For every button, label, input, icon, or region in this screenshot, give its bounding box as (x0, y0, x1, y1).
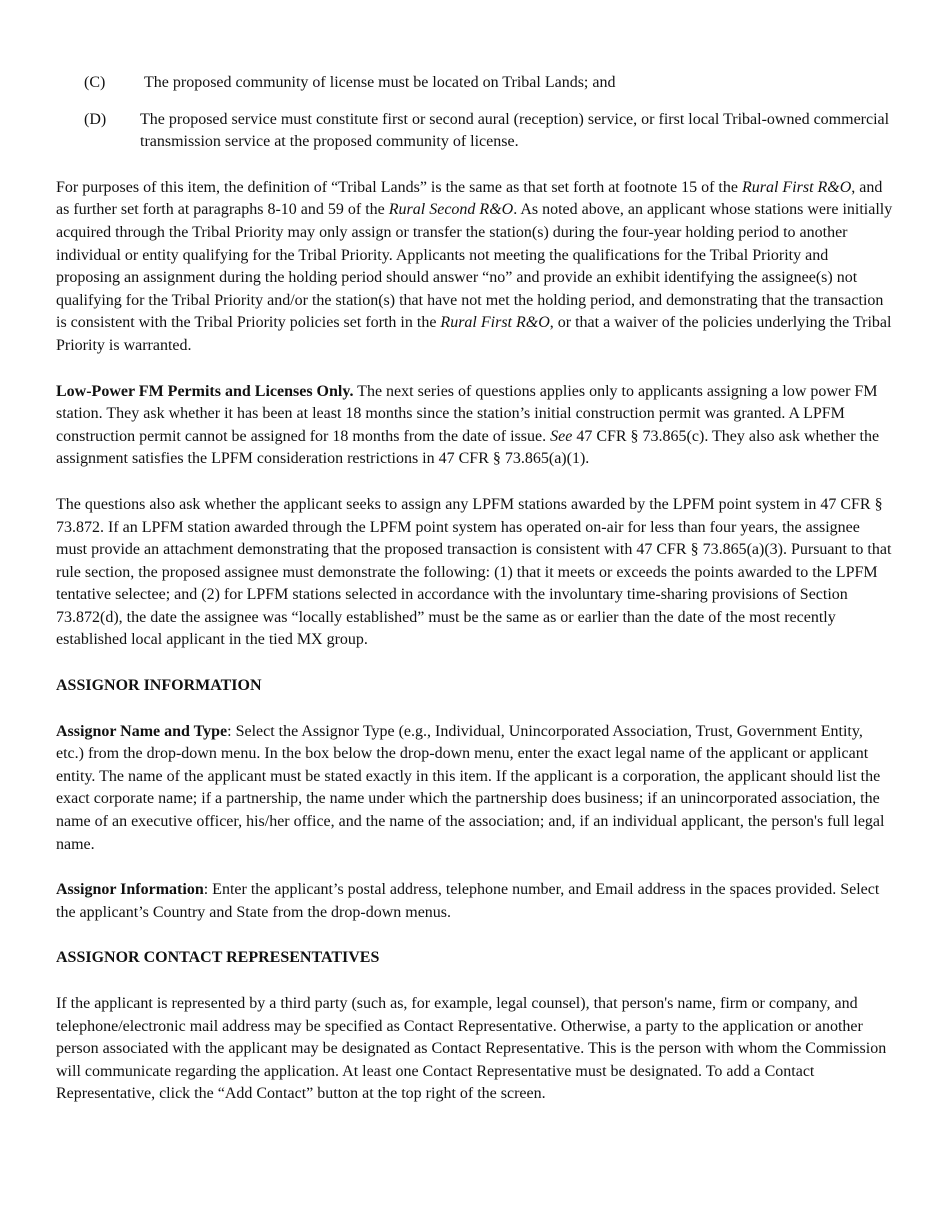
document-page (56, 72, 894, 1129)
list-item-d (56, 109, 894, 154)
list-item-c (56, 72, 894, 95)
assignor-name-paragraph: Assignor Name and Type: Select the Assignor Type (e.g., Individual, Unincorporated Association, Trust, Government Entity, etc.) from the drop-down menu. In the box below the drop-down menu, enter the exact legal name of the applicant or applicant entity. The name of the applicant must be stated exactly in this item. If the applicant is a corporation, the applicant should list the exact corporate name; if a partnership, the name under which the partnership does business; if an unincorporated association, the name of an executive officer, his/her office, and the name of the association; and, if an individual applicant, the person's full legal name. (56, 722, 885, 853)
tribal-lands-paragraph: For purposes of this item, the definition of “Tribal Lands” is the same as that set forth at footnote 15 of the Rural First R&O, and as further set forth at paragraphs 8-10 and 59 of the Rural Second R&O. As noted above, an applicant whose stations were initially acquired through the Tribal Priority may only assign or transfer the station(s) during the four-year holding period to another individual or entity qualifying for the Tribal Priority. Applicants not meeting the qualifications for the Tribal Priority and proposing an assignment during the holding period should answer “no” and provide an exhibit identifying the assignee(s) not qualifying for the Tribal Priority and/or the station(s) that have not met the holding period, and demonstrating that the transaction is consistent with the Tribal Priority policies set forth in the Rural First R&O, or that a waiver of the policies underlying the Tribal Priority is warranted. (56, 178, 893, 354)
list-item-label: (C) (84, 74, 106, 91)
list-item-label: (D) (84, 110, 107, 128)
lpfm-points-paragraph: The questions also ask whether the applicant seeks to assign any LPFM stations awarded by the LPFM point system in 47 CFR § 73.872. If an LPFM station awarded through the LPFM point system has operated on-air for less than four years, the assignee must provide an attachment demonstrating that the proposed transaction is consistent with 47 CFR § 73.865(a)(3). Pursuant to that rule section, the proposed assignee must demonstrate the following: (1) that it meets or exceeds the points awarded to the LPFM tentative selectee; and (2) for LPFM stations selected in accordance with the involuntary time-sharing provisions of Section 73.872(d), the date the assignee was “locally established” must be the same as or earlier than the date of the most recently established local applicant in the tied MX group. (56, 495, 892, 649)
assignor-information-heading: ASSIGNOR INFORMATION (56, 677, 262, 695)
contact-representatives-heading: ASSIGNOR CONTACT REPRESENTATIVES (56, 949, 380, 967)
contact-representatives-paragraph: If the applicant is represented by a third party (such as, for example, legal counsel), that person's name, firm or company, and telephone/electronic mail address may be specified as Contact Representative. Otherwise, a party to the application or another person associated with the applicant may be designated as Contact Representative. This is the person with whom the Commission will communicate regarding the application. At least one Contact Representative must be designated. To add a Contact Representative, click the “Add Contact” button at the top right of the screen. (56, 995, 887, 1103)
list-item-text: The proposed service must constitute first or second aural (reception) service, or first local Tribal-owned commercial transmission service at the proposed community of license. (140, 110, 890, 151)
assignor-information-paragraph: Assignor Information: Enter the applicant’s postal address, telephone number, and Email address in the spaces provided. Select the applicant’s Country and State from the drop-down menus. (56, 881, 880, 921)
lpfm-paragraph: Low-Power FM Permits and Licenses Only. The next series of questions applies only to applicants assigning a low power FM station. They ask whether it has been at least 18 months since the station’s initial construction permit was granted. A LPFM construction permit cannot be assigned for 18 months from the date of issue. See 47 CFR § 73.865(c). They also ask whether the assignment satisfies the LPFM consideration restrictions in 47 CFR § 73.865(a)(1). (56, 382, 880, 468)
list-item-text: The proposed community of license must be located on Tribal Lands; and (144, 74, 616, 91)
